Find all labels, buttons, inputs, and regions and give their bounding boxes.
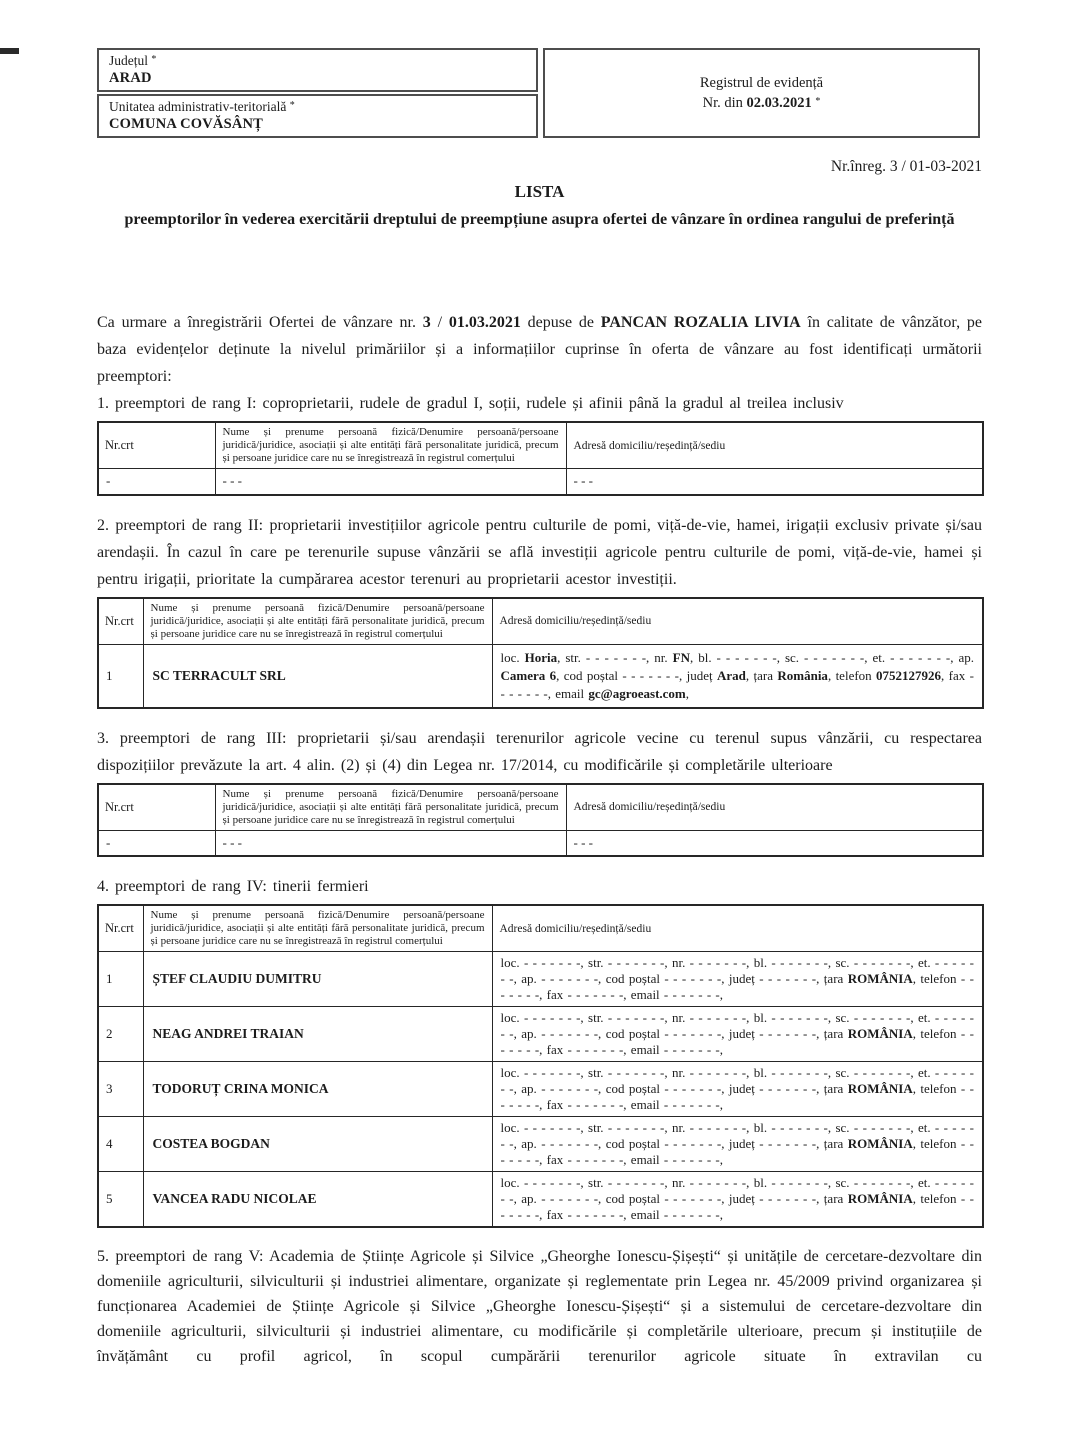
registry-nr-prefix: Nr. din — [702, 95, 747, 111]
registry-title: Registrul de evidență — [699, 75, 824, 91]
county-box — [97, 48, 538, 92]
rank3-col-addr: Adresă domiciliu/reședință/sediu — [566, 784, 983, 831]
county-label-text: Județul — [109, 53, 148, 68]
rank4-col-addr: Adresă domiciliu/reședință/sediu — [492, 905, 983, 952]
rank4-row-5-name: VANCEA RADU NICOLAE — [143, 1172, 492, 1228]
rank3-header-row — [98, 784, 983, 831]
uat-box — [97, 94, 538, 138]
intro-paragraph: Ca urmare a înregistrării Ofertei de vânzare nr. 3 / 01.03.2021 depuse de PANCAN ROZALIA LIVIA în calitate de vânzător, pe baza evidențelor deținute la nivelul primăriilor și a informațiilor cuprinse în oferta de vânzare au fost identificați următorii preemptori: — [97, 314, 982, 385]
county-value: ARAD — [109, 70, 152, 86]
rank4-row-3 — [98, 1062, 983, 1117]
uat-label — [109, 98, 526, 115]
rank4-row-1-nr: 1 — [98, 952, 143, 1007]
registry-asterisk: * — [815, 96, 821, 107]
rank1-col-name: Nume și prenume persoană fizică/Denumire persoană/persoane juridică/juridice, asociații și alte entități fără personalitate juridică, precum și persoane juridice care nu se înregistrează în registrul comerțului — [215, 422, 566, 469]
page-body — [0, 48, 1079, 1369]
registry-number-line — [703, 93, 821, 113]
rank5-paragraph: 5. preemptori de rang V: Academia de Științe Agricole și Silvice „Gheorghe Ionescu-Șișești“ și unitățile de cercetare-dezvoltare din domeniile agriculturii, silviculturii și industriei alimentare, organizate și reglementate prin Legea nr. 45/2009 privind organizarea și funcționarea Academiei de Științe Agricole și Silvice „Gheorghe Ionescu-Șișești“ și a sistemului de cercetare-dezvoltare din domeniile agriculturii, silviculturii și industriei alimentare, cu modificările și completările ulterioare, precum și instituțiile de învățământ cu profil agricol, în scopul cumpărării terenurilor agricole situate în extravilan cu — [97, 1248, 982, 1365]
rank2-col-nr: Nr.crt — [98, 598, 143, 645]
uat-label-text: Unitatea administrativ-teritorială — [109, 99, 287, 114]
rank3-col-nr: Nr.crt — [98, 784, 215, 831]
rank1-row-name: - - - — [215, 469, 566, 495]
rank2-row — [98, 644, 983, 708]
rank4-row-4 — [98, 1117, 983, 1172]
rank4-row-5 — [98, 1172, 983, 1228]
page-title: LISTA — [514, 182, 565, 201]
rank1-heading: 1. preemptori de rang I: coproprietarii, rudele de gradul I, soții, rudele și afinii până la gradul al treilea inclusiv — [97, 395, 844, 412]
county-label — [109, 52, 526, 69]
uat-asterisk: * — [289, 100, 295, 111]
header — [97, 48, 982, 138]
rank4-row-4-addr: loc. - - - - - - -, str. - - - - - - -, nr. - - - - - - -, bl. - - - - - - -, sc. - - - - - - -, et. - - - - - - -, ap. - - - - - - -, cod poștal - - - - - - -, județ - - - - - - -, țara ROMÂNIA, telefon - - - - - - -, fax - - - - - - -, email - - - - - - -, — [492, 1117, 983, 1172]
page-subtitle: preemptorilor în vederea exercitării dreptului de preempțiune asupra ofertei de vânzare în ordinea rangului de preferință — [124, 211, 955, 228]
rank4-table — [97, 904, 984, 1228]
rank4-heading: 4. preemptori de rang IV: tinerii fermieri — [97, 878, 369, 895]
rank1-row — [98, 469, 983, 495]
rank4-header-row — [98, 905, 983, 952]
rank3-heading: 3. preemptori de rang III: proprietarii și/sau arendașii terenurilor agricole vecine cu terenul supus vânzării, cu respectarea dispozițiilor prevăzute la art. 4 alin. (2) și (4) din Legea nr. 17/2014, cu modificările și completările ulterioare — [97, 729, 982, 774]
rank2-row-nr: 1 — [98, 644, 143, 708]
rank2-header-row — [98, 598, 983, 645]
rank4-row-3-name: TODORUȚ CRINA MONICA — [143, 1062, 492, 1117]
rank1-table — [97, 421, 984, 496]
rank1-row-addr: - - - — [566, 469, 983, 495]
rank4-row-1-name: ȘTEF CLAUDIU DUMITRU — [143, 952, 492, 1007]
rank1-col-addr: Adresă domiciliu/reședință/sediu — [566, 422, 983, 469]
document-page — [0, 48, 1079, 1448]
rank2-col-name: Nume și prenume persoană fizică/Denumire persoană/persoane juridică/juridice, asociații și alte entități fără personalitate juridică, precum și persoane juridice care nu se înregistrează în registrul comerțului — [143, 598, 492, 645]
rank4-col-nr: Nr.crt — [98, 905, 143, 952]
county-asterisk: * — [151, 54, 157, 65]
registry-box — [543, 48, 980, 138]
rank4-row-5-nr: 5 — [98, 1172, 143, 1228]
rank4-row-2-name: NEAG ANDREI TRAIAN — [143, 1007, 492, 1062]
rank4-row-1 — [98, 952, 983, 1007]
rank4-row-3-addr: loc. - - - - - - -, str. - - - - - - -, nr. - - - - - - -, bl. - - - - - - -, sc. - - - - - - -, et. - - - - - - -, ap. - - - - - - -, cod poștal - - - - - - -, județ - - - - - - -, țara ROMÂNIA, telefon - - - - - - -, fax - - - - - - -, email - - - - - - -, — [492, 1062, 983, 1117]
rank2-row-addr: loc. Horia, str. - - - - - - -, nr. FN, bl. - - - - - - -, sc. - - - - - - -, et. - - - - - - -, ap. Camera 6, cod poștal - - - - - - -, județ Arad, țara România, telefon 0752127926, fax - - - - - - -, email gc@agroeast.com, — [492, 644, 983, 708]
rank4-col-name: Nume și prenume persoană fizică/Denumire persoană/persoane juridică/juridice, asociații și alte entități fără personalitate juridică, precum și persoane juridice care nu se înregistrează în registrul comerțului — [143, 905, 492, 952]
rank2-col-addr: Adresă domiciliu/reședință/sediu — [492, 598, 983, 645]
rank3-row-name: - - - — [215, 830, 566, 856]
rank1-col-nr: Nr.crt — [98, 422, 215, 469]
rank3-row-addr: - - - — [566, 830, 983, 856]
scan-corner-mark — [0, 48, 19, 54]
uat-value: COMUNA COVĂSÂNȚ — [109, 116, 264, 132]
rank4-row-2-nr: 2 — [98, 1007, 143, 1062]
rank2-row-name: SC TERRACULT SRL — [143, 644, 492, 708]
rank3-row-nr: - — [98, 830, 215, 856]
header-left-column — [97, 48, 538, 138]
rank2-heading: 2. preemptori de rang II: proprietarii investițiilor agricole pentru culturile de pomi, viță-de-vie, hamei, irigații exclusiv private și/sau arendașii. În cazul în care pe terenurile supuse vânzării se află investiții agricole pentru culturile de pomi, viță-de-vie, hamei și pentru irigații, prioritate la cumpărarea acestor terenuri au proprietarii acestor investiții. — [97, 516, 982, 588]
rank4-row-2-addr: loc. - - - - - - -, str. - - - - - - -, nr. - - - - - - -, bl. - - - - - - -, sc. - - - - - - -, et. - - - - - - -, ap. - - - - - - -, cod poștal - - - - - - -, județ - - - - - - -, țara ROMÂNIA, telefon - - - - - - -, fax - - - - - - -, email - - - - - - -, — [492, 1007, 983, 1062]
rank1-row-nr: - — [98, 469, 215, 495]
rank3-col-name: Nume și prenume persoană fizică/Denumire persoană/persoane juridică/juridice, asociații și alte entități fără personalitate juridică, precum și persoane juridice care nu se înregistrează în registrul comerțului — [215, 784, 566, 831]
rank4-row-4-nr: 4 — [98, 1117, 143, 1172]
rank4-row-4-name: COSTEA BOGDAN — [143, 1117, 492, 1172]
rank3-row — [98, 830, 983, 856]
registry-date: 02.03.2021 — [746, 95, 812, 111]
rank4-row-1-addr: loc. - - - - - - -, str. - - - - - - -, nr. - - - - - - -, bl. - - - - - - -, sc. - - - - - - -, et. - - - - - - -, ap. - - - - - - -, cod poștal - - - - - - -, județ - - - - - - -, țara ROMÂNIA, telefon - - - - - - -, fax - - - - - - -, email - - - - - - -, — [492, 952, 983, 1007]
rank4-row-2 — [98, 1007, 983, 1062]
rank4-row-3-nr: 3 — [98, 1062, 143, 1117]
rank1-header-row — [98, 422, 983, 469]
registration-number-line: Nr.înreg. 3 / 01-03-2021 — [830, 158, 982, 175]
rank3-table — [97, 783, 984, 858]
rank2-table — [97, 597, 984, 709]
rank4-row-5-addr: loc. - - - - - - -, str. - - - - - - -, nr. - - - - - - -, bl. - - - - - - -, sc. - - - - - - -, et. - - - - - - -, ap. - - - - - - -, cod poștal - - - - - - -, județ - - - - - - -, țara ROMÂNIA, telefon - - - - - - -, fax - - - - - - -, email - - - - - - -, — [492, 1172, 983, 1228]
